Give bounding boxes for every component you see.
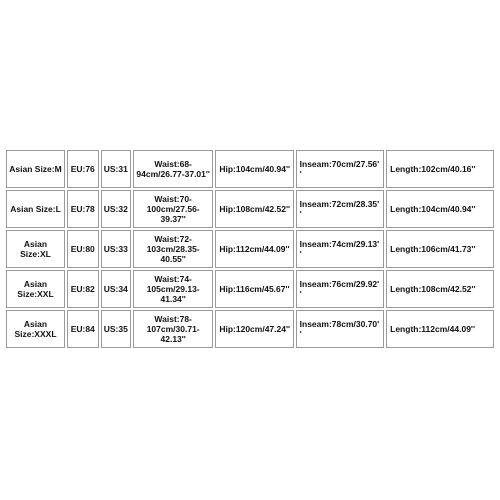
size-cell: Asian Size:XXXL bbox=[6, 310, 65, 348]
table-row bbox=[6, 230, 494, 268]
hip-cell: Hip:116cm/45.67'' bbox=[215, 270, 293, 308]
length-cell: Length:108cm/42.52'' bbox=[386, 270, 494, 308]
inseam-cell: Inseam:72cm/28.35'' bbox=[296, 190, 384, 228]
size-cell: Asian Size:XXL bbox=[6, 270, 65, 308]
table-row bbox=[6, 310, 494, 348]
length-cell: Length:102cm/40.16'' bbox=[386, 150, 494, 188]
length-cell: Length:106cm/41.73'' bbox=[386, 230, 494, 268]
size-chart-table bbox=[4, 148, 496, 350]
us-size-cell: US:35 bbox=[101, 310, 132, 348]
inseam-cell: Inseam:76cm/29.92'' bbox=[296, 270, 384, 308]
waist-cell: Waist:72-103cm/28.35-40.55'' bbox=[133, 230, 213, 268]
hip-cell: Hip:108cm/42.52'' bbox=[215, 190, 293, 228]
us-size-cell: US:32 bbox=[101, 190, 132, 228]
length-cell: Length:104cm/40.94'' bbox=[386, 190, 494, 228]
eu-size-cell: EU:80 bbox=[67, 230, 99, 268]
waist-cell: Waist:78-107cm/30.71-42.13'' bbox=[133, 310, 213, 348]
table-row bbox=[6, 150, 494, 188]
eu-size-cell: EU:84 bbox=[67, 310, 99, 348]
eu-size-cell: EU:76 bbox=[67, 150, 99, 188]
table-row bbox=[6, 270, 494, 308]
us-size-cell: US:33 bbox=[101, 230, 132, 268]
us-size-cell: US:34 bbox=[101, 270, 132, 308]
waist-cell: Waist:74-105cm/29.13-41.34'' bbox=[133, 270, 213, 308]
size-cell: Asian Size:M bbox=[6, 150, 65, 188]
inseam-cell: Inseam:78cm/30.70'' bbox=[296, 310, 384, 348]
table-row bbox=[6, 190, 494, 228]
inseam-cell: Inseam:70cm/27.56'' bbox=[296, 150, 384, 188]
hip-cell: Hip:104cm/40.94'' bbox=[215, 150, 293, 188]
eu-size-cell: EU:78 bbox=[67, 190, 99, 228]
inseam-cell: Inseam:74cm/29.13'' bbox=[296, 230, 384, 268]
hip-cell: Hip:120cm/47.24'' bbox=[215, 310, 293, 348]
waist-cell: Waist:70-100cm/27.56-39.37'' bbox=[133, 190, 213, 228]
hip-cell: Hip:112cm/44.09'' bbox=[215, 230, 293, 268]
length-cell: Length:112cm/44.09'' bbox=[386, 310, 494, 348]
eu-size-cell: EU:82 bbox=[67, 270, 99, 308]
waist-cell: Waist:68-94cm/26.77-37.01'' bbox=[133, 150, 213, 188]
size-cell: Asian Size:XL bbox=[6, 230, 65, 268]
size-cell: Asian Size:L bbox=[6, 190, 65, 228]
us-size-cell: US:31 bbox=[101, 150, 132, 188]
